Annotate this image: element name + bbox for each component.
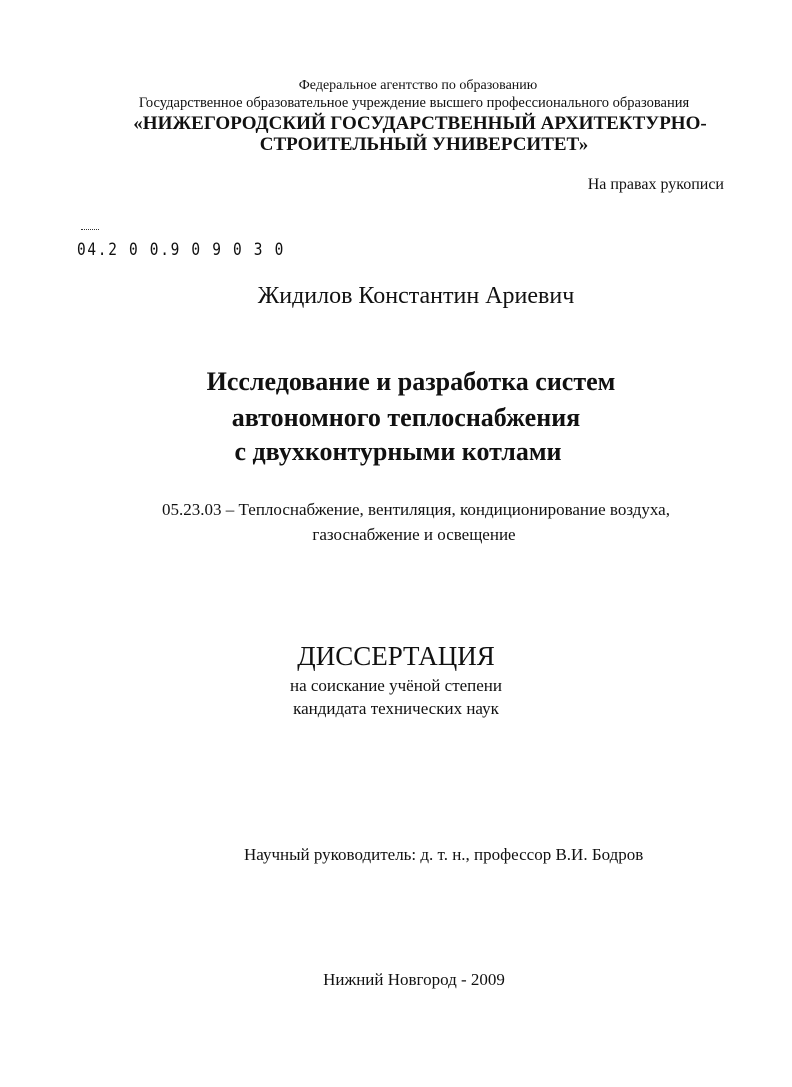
stamp-mark xyxy=(81,229,99,232)
city-year: Нижний Новгород - 2009 xyxy=(323,970,505,989)
agency-name: Федеральное агентство по образованию xyxy=(298,78,538,93)
university-name-line1: «НИЖЕГОРОДСКИЙ ГОСУДАРСТВЕННЫЙ АРХИТЕКТУРНО- xyxy=(133,113,707,134)
university-name-line2: СТРОИТЕЛЬНЫЙ УНИВЕРСИТЕТ» xyxy=(259,134,589,155)
author-name: Жидилов Константин Ариевич xyxy=(257,283,575,309)
document-type: ДИССЕРТАЦИЯ xyxy=(297,641,495,671)
thesis-title-line3: с двухконтурными котлами xyxy=(234,437,562,466)
thesis-title-line2: автономного теплоснабжения xyxy=(231,403,581,432)
manuscript-rights-note: На правах рукописи xyxy=(587,176,724,193)
degree-line1: на соискание учёной степени xyxy=(289,676,503,695)
specialty-line2: газоснабжение и освещение xyxy=(312,525,516,544)
degree-line2: кандидата технических наук xyxy=(293,699,499,718)
thesis-title-line1: Исследование и разработка систем xyxy=(206,367,616,396)
specialty-line1: 05.23.03 – Теплоснабжение, вентиляция, кондиционирование воздуха, xyxy=(162,500,670,519)
institution-name: Государственное образовательное учреждение высшего профессионального образования xyxy=(138,95,690,111)
scientific-advisor: Научный руководитель: д. т. н., профессор В.И. Бодров xyxy=(244,845,644,864)
registration-stamp: 04.2 0 0.9 0 9 0 3 0 xyxy=(77,240,285,260)
